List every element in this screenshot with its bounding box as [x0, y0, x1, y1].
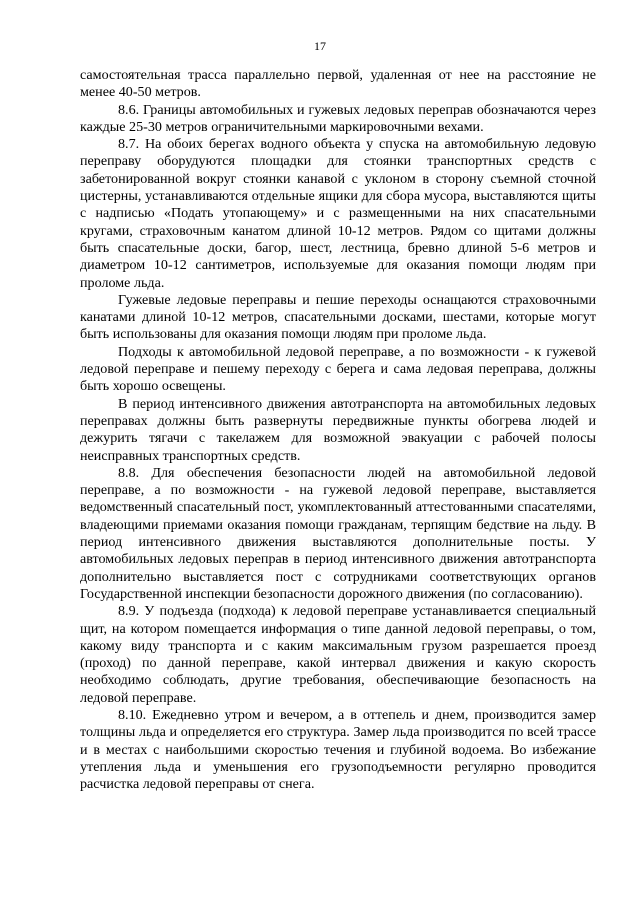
paragraph-8-7: 8.7. На обоих берегах водного объекта у спуска на автомобильную ледовую переправу оборудуются площадки для стоянки транспортных средств с забетонированной вокруг стоянки канавой с уклоном в сторону съемной сточной цистерны, устанавливаются отдельные ящики для сбора мусора, выставляются щиты с надписью «Подать утопающему» и с размещенными на них спасательными кругами, страховочным канатом длиной 10-12 метров. Рядом со щитами должны быть спасательные доски, багор, шест, лестница, бревно длиной 5-6 метров и диаметром 10-12 сантиметров, используемые для оказания помощи людям при проломе льда. — [80, 136, 596, 291]
paragraph-horse-ice-crossings: Гужевые ледовые переправы и пешие переходы оснащаются страховочными канатами длиной 10-12 метров, спасательными досками, шестами, которые могут быть использованы для оказания помощи людям при проломе льда. — [80, 291, 596, 343]
paragraph-continuation: самостоятельная трасса параллельно первой, удаленная от нее на расстояние не менее 40-50 метров. — [80, 67, 596, 101]
paragraph-8-8: 8.8. Для обеспечения безопасности людей на автомобильной ледовой переправе, а по возможности - на гужевой ледовой переправе, выставляется ведомственный спасательный пост, укомплектованный аттестованными спасателями, владеющими приемами оказания помощи гражданам, терпящим бедствие на льду. В период интенсивного движения выставляются дополнительные посты. У автомобильных ледовых переправ в период интенсивного движения автотранспорта дополнительно выставляется пост с сотрудниками соответствующих органов Государственной инспекции безопасности дорожного движения (по согласованию). — [80, 464, 596, 602]
paragraph-approaches-lighting: Подходы к автомобильной ледовой переправе, а по возможности - к гужевой ледовой переправе и пешему переходу с берега и сама ледовая переправа, должны быть хорошо освещены. — [80, 343, 596, 395]
page-number: 17 — [314, 39, 326, 53]
paragraph-8-10: 8.10. Ежедневно утром и вечером, а в оттепель и днем, производится замер толщины льда и определяется его структура. Замер льда производится по всей трассе и в местах с наибольшими скоростью течения и глубиной водоема. Во избежание утепления льда и уменьшения его грузоподъемности регулярно проводится расчистка ледовой переправы от снега. — [80, 706, 596, 793]
paragraph-heating-points: В период интенсивного движения автотранспорта на автомобильных ледовых переправах должны быть развернуты передвижные пункты обогрева людей и дежурить тягачи с такелажем для возможной эвакуации с рабочей полосы неисправных транспортных средств. — [80, 395, 596, 464]
paragraph-8-6: 8.6. Границы автомобильных и гужевых ледовых переправ обозначаются через каждые 25-30 метров ограничительными маркировочными вехами. — [80, 101, 596, 135]
body-text — [80, 67, 596, 793]
paragraph-8-9: 8.9. У подъезда (подхода) к ледовой переправе устанавливается специальный щит, на котором помещается информация о типе данной ледовой переправы, о том, какому виду транспорта и с каким максимальным грузом разрешается проезд (проход) по данной переправе, какой интервал движения и какую скорость необходимо соблюдать, другие требования, обеспечивающие безопасность на ледовой переправе. — [80, 603, 596, 706]
